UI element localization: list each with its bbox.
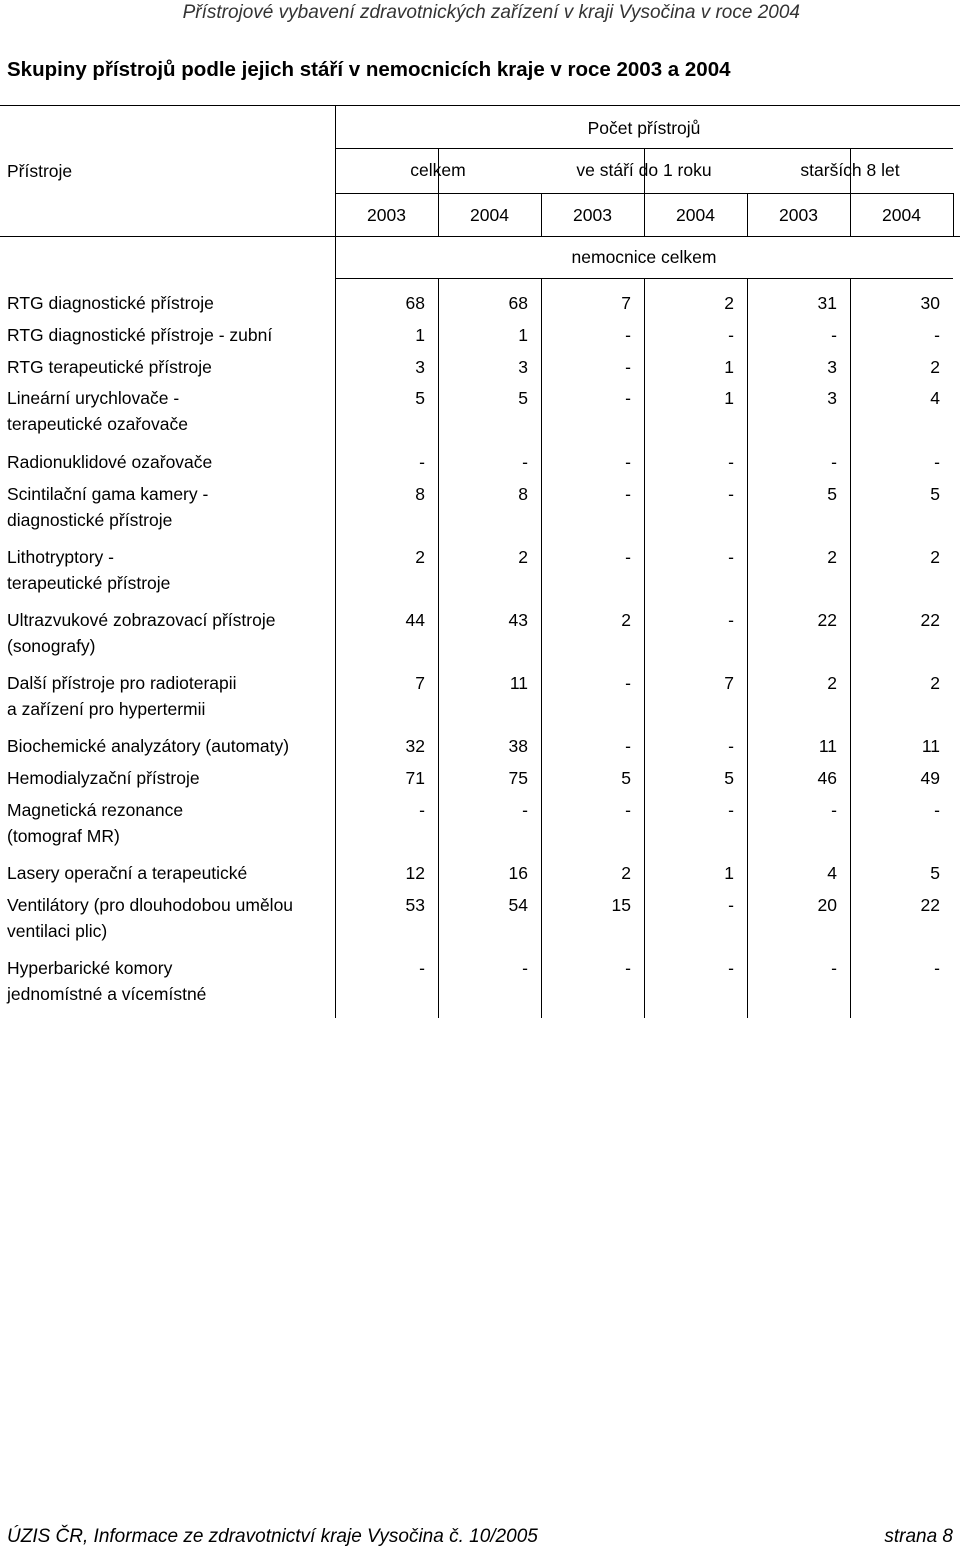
table-cell: 2: [621, 610, 631, 630]
table-cell: 2: [724, 293, 734, 313]
row-label: Ventilátory (pro dlouhodobou umělou: [7, 895, 294, 915]
table-cell: -: [728, 452, 734, 472]
table-cell: 5: [724, 768, 734, 788]
table-cell: -: [522, 958, 528, 978]
year-divider: [953, 193, 954, 236]
table-cell: 2: [621, 863, 631, 883]
table-cell: 2: [415, 547, 425, 567]
footer-source: ÚZIS ČR, Informace ze zdravotnictví kraje Vysočina č. 10/2005: [7, 1526, 538, 1547]
table-title: Skupiny přístrojů podle jejich stáří v nemocnicích kraje v roce 2003 a 2004: [7, 58, 731, 81]
table-cell: 4: [827, 863, 837, 883]
years-rule: [0, 236, 960, 237]
table-cell: -: [419, 800, 425, 820]
table-cell: -: [728, 958, 734, 978]
page-header: Přístrojové vybavení zdravotnických zařízení v kraji Vysočina v roce 2004: [182, 2, 800, 23]
row-label: Hemodialyzační přístroje: [7, 768, 200, 788]
table-cell: 68: [405, 293, 425, 313]
table-cell: 7: [415, 673, 425, 693]
table-cell: -: [728, 484, 734, 504]
table-cell: -: [522, 800, 528, 820]
row-label: Lasery operační a terapeutické: [7, 863, 248, 883]
table-cell: 49: [920, 768, 940, 788]
table-cell: -: [625, 736, 631, 756]
row-label: diagnostické přístroje: [7, 510, 173, 530]
table-cell: 11: [921, 736, 940, 756]
table-cell: -: [728, 736, 734, 756]
table-cell: -: [831, 800, 837, 820]
table-cell: 54: [508, 895, 528, 915]
table-cell: -: [934, 452, 940, 472]
table-cell: -: [625, 800, 631, 820]
table-cell: -: [522, 452, 528, 472]
table-cell: 2: [930, 547, 940, 567]
row-label: Ultrazvukové zobrazovací přístroje: [7, 610, 276, 630]
table-cell: 2: [827, 673, 837, 693]
row-label: RTG terapeutické přístroje: [7, 357, 212, 377]
table-cell: -: [419, 958, 425, 978]
table-cell: -: [831, 325, 837, 345]
row-label: terapeutické přístroje: [7, 573, 171, 593]
table-cell: 5: [827, 484, 837, 504]
table-cell: 3: [827, 357, 837, 377]
table-cell: 53: [405, 895, 425, 915]
table-cell: -: [728, 895, 734, 915]
table-cell: -: [934, 325, 940, 345]
table-cell: 5: [930, 484, 940, 504]
table-cell: -: [625, 547, 631, 567]
year-header: 2003: [573, 205, 612, 225]
table-cell: -: [419, 452, 425, 472]
table-cell: 11: [818, 736, 837, 756]
table-cell: -: [625, 673, 631, 693]
table-cell: 7: [724, 673, 734, 693]
table-cell: -: [934, 958, 940, 978]
table-cell: 3: [415, 357, 425, 377]
year-header: 2004: [882, 205, 921, 225]
table-cell: -: [728, 610, 734, 630]
table-cell: 22: [920, 610, 940, 630]
table-cell: 38: [508, 736, 528, 756]
table-cell: 16: [508, 863, 528, 883]
table-cell: 22: [920, 895, 940, 915]
table-cell: -: [728, 800, 734, 820]
row-label: Hyperbarické komory: [7, 958, 173, 978]
table-cell: 5: [415, 388, 425, 408]
table-cell: -: [934, 800, 940, 820]
column-group-header: ve stáří do 1 roku: [576, 160, 712, 180]
table-cell: 1: [415, 325, 425, 345]
table-cell: 43: [508, 610, 528, 630]
table-cell: 22: [817, 610, 837, 630]
table-cell: 1: [724, 357, 734, 377]
table-cell: -: [625, 958, 631, 978]
row-label: a zařízení pro hypertermii: [7, 699, 206, 719]
table-cell: 3: [518, 357, 528, 377]
year-header: 2003: [367, 205, 406, 225]
table-cell: 44: [405, 610, 425, 630]
section-label: nemocnice celkem: [571, 247, 717, 267]
table-cell: -: [831, 452, 837, 472]
year-header: 2003: [779, 205, 818, 225]
table-cell: 8: [518, 484, 528, 504]
table-cell: -: [831, 958, 837, 978]
row-label: jednomístné a vícemístné: [7, 984, 207, 1004]
table-cell: 4: [930, 388, 940, 408]
table-cell: -: [625, 484, 631, 504]
table-cell: 3: [827, 388, 837, 408]
table-cell: 1: [724, 388, 734, 408]
table-cell: -: [728, 547, 734, 567]
row-label: (sonografy): [7, 636, 96, 656]
table-cell: 1: [724, 863, 734, 883]
table-cell: 7: [621, 293, 631, 313]
table-cell: 1: [518, 325, 528, 345]
table-cell: -: [625, 357, 631, 377]
table-cell: 11: [509, 673, 528, 693]
row-label: Biochemické analyzátory (automaty): [7, 736, 290, 756]
table-cell: -: [625, 388, 631, 408]
column-group-header: starších 8 let: [800, 160, 900, 180]
row-label: RTG diagnostické přístroje: [7, 293, 214, 313]
year-header: 2004: [470, 205, 509, 225]
row-label: RTG diagnostické přístroje - zubní: [7, 325, 273, 345]
table-cell: 2: [930, 357, 940, 377]
table-cell: -: [625, 325, 631, 345]
table-cell: 75: [508, 768, 528, 788]
row-label: ventilaci plic): [7, 921, 108, 941]
group-divider: [438, 278, 439, 1018]
group-divider: [644, 278, 645, 1018]
table-cell: 2: [827, 547, 837, 567]
row-label: Scintilační gama kamery -: [7, 484, 209, 504]
table-cell: 46: [817, 768, 837, 788]
row-label: Lithotryptory -: [7, 547, 114, 567]
year-divider: [541, 278, 542, 1018]
table-cell: 71: [405, 768, 425, 788]
table-cell: 32: [405, 736, 425, 756]
table-cell: 31: [817, 293, 837, 313]
table-cell: 30: [920, 293, 940, 313]
stub-header: Přístroje: [7, 161, 73, 181]
row-label: Další přístroje pro radioterapii: [7, 673, 237, 693]
table-cell: 2: [930, 673, 940, 693]
table-top-rule: [0, 105, 960, 106]
row-label: terapeutické ozařovače: [7, 414, 188, 434]
table-cell: 20: [817, 895, 837, 915]
row-label: Lineární urychlovače -: [7, 388, 180, 408]
footer-page-number: strana 8: [884, 1526, 953, 1547]
group-divider: [850, 278, 851, 1018]
table-cell: 12: [405, 863, 425, 883]
table-cell: 2: [518, 547, 528, 567]
stub-divider: [335, 105, 336, 1018]
table-cell: 8: [415, 484, 425, 504]
table-cell: -: [625, 452, 631, 472]
year-header: 2004: [676, 205, 715, 225]
table-cell: 68: [508, 293, 528, 313]
table-cell: 15: [611, 895, 631, 915]
row-label: Magnetická rezonance: [7, 800, 184, 820]
table-cell: -: [728, 325, 734, 345]
group-header: Počet přístrojů: [587, 118, 701, 138]
table-cell: 5: [518, 388, 528, 408]
row-label: Radionuklidové ozařovače: [7, 452, 213, 472]
year-divider: [747, 278, 748, 1018]
row-label: (tomograf MR): [7, 826, 120, 846]
table-cell: 5: [621, 768, 631, 788]
column-group-header: celkem: [410, 160, 466, 180]
table-cell: 5: [930, 863, 940, 883]
